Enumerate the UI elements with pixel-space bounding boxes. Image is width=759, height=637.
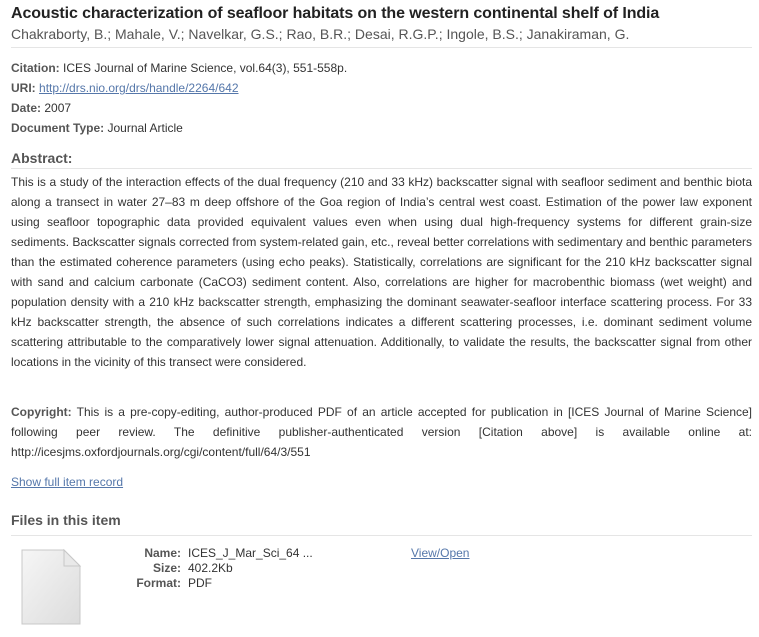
date-label: Date: xyxy=(11,101,42,115)
file-name-label: Name: xyxy=(144,546,181,560)
citation-value: ICES Journal of Marine Science, vol.64(3), 551-558p. xyxy=(63,61,348,75)
abstract-text: This is a study of the interaction effects of the dual frequency (210 and 33 kHz) backscatter signal with seafloor sediment and benthic biota along a transect in water 27–83 m deep offshore of the Goa region of India’s central west coast. Estimation of the power law exponent using seafloor topographic data provided equivalent values even when using dual high-frequency systems for different grain-size sediments. Backscatter signals corrected from system-related gain, etc., reveal better correlations with sedimentary and benthic parameters than the estimated coherence parameters (using echo peaks). Statistically, correlations are significant for the 210 kHz backscatter signal with sand and calcium carbonate (CaCO3) sediment content. Also, correlations are higher for macrobenthic biomass (wet weight) and population density with a 210 kHz backscatter strength, emphasizing the dominant seawater-seafloor interface scattering process. For 33 kHz backscatter strength, the absence of such correlations indicates a different scattering processes, i.e. dominant sediment volume scattering attributable to the comparatively lower signal attenuation. Additionally, to validate the results, the backscatter signal from other locations in the vicinity of this transect were considered. xyxy=(11,175,752,369)
title-divider xyxy=(11,47,752,48)
copyright-label: Copyright: xyxy=(11,405,72,419)
file-name-row xyxy=(111,546,313,561)
item-title: Acoustic characterization of seafloor habitats on the western continental shelf of India xyxy=(11,5,660,22)
date-value: 2007 xyxy=(44,101,72,115)
citation-label: Citation: xyxy=(11,61,60,75)
file-format-label: Format: xyxy=(136,576,181,590)
view-open-link[interactable]: View/Open xyxy=(411,546,470,560)
files-heading: Files in this item xyxy=(11,512,121,528)
copyright-text: This is a pre-copy-editing, author-produced PDF of an article accepted for publication in [ICES Journal of Marine Science] following peer review. The definitive publisher-authenticated version [Citation above] is available online at: http://icesjms.oxfordjournals.org/cgi/content/full/64/3/551 xyxy=(11,405,752,459)
document-type-row xyxy=(11,118,183,138)
file-size-row xyxy=(111,561,313,576)
document-type-value: Journal Article xyxy=(107,121,183,135)
document-type-label: Document Type: xyxy=(11,121,105,135)
file-format-value: PDF xyxy=(188,576,212,590)
file-metadata xyxy=(111,546,313,591)
file-name-value: ICES_J_Mar_Sci_64 ... xyxy=(188,546,313,560)
file-document-icon[interactable] xyxy=(20,548,82,626)
uri-row xyxy=(11,78,239,98)
citation-row xyxy=(11,58,347,78)
uri-link[interactable]: http://drs.nio.org/drs/handle/2264/642 xyxy=(39,81,239,95)
file-size-label: Size: xyxy=(152,561,181,575)
date-row xyxy=(11,98,71,118)
full-record-row xyxy=(11,472,123,492)
files-divider xyxy=(11,535,752,536)
abstract-divider xyxy=(11,168,752,169)
file-format-row xyxy=(111,576,313,591)
show-full-record-link[interactable]: Show full item record xyxy=(11,475,124,489)
file-size-value: 402.2Kb xyxy=(188,561,233,575)
view-open-row xyxy=(411,546,469,561)
copyright-block xyxy=(11,402,752,462)
uri-label: URI: xyxy=(11,81,36,95)
item-authors: Chakraborty, B.; Mahale, V.; Navelkar, G.S.; Rao, B.R.; Desai, R.G.P.; Ingole, B.S.; Janakiraman, G. xyxy=(11,26,630,42)
abstract-heading: Abstract: xyxy=(11,150,73,166)
file-thumbnail-graphic xyxy=(20,548,82,626)
